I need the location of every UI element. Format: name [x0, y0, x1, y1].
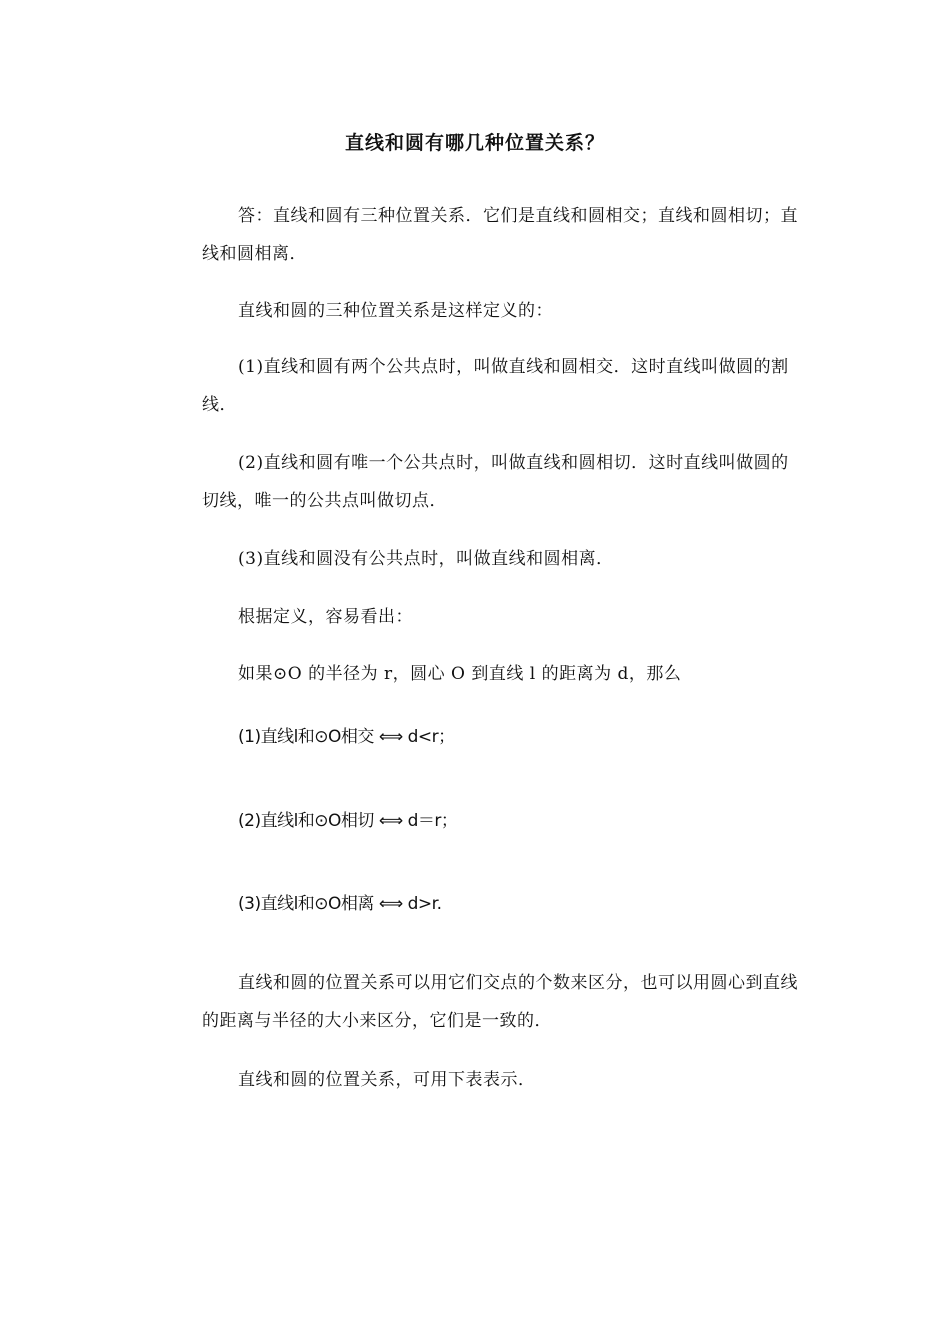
radius-distance-statement: 如果⊙O 的半径为 r，圆心 O 到直线 l 的距离为 d，那么 — [238, 664, 682, 684]
definition-tangent: (2)直线和圆有唯一个公共点时，叫做直线和圆相切．这时直线叫做圆的切线，唯一的公共点叫做切点． — [202, 453, 789, 511]
table-intro: 直线和圆的位置关系，可用下表表示． — [238, 1070, 536, 1090]
page-title: 直线和圆有哪几种位置关系？ — [344, 132, 605, 154]
summary-paragraph: 直线和圆的位置关系可以用它们交点的个数来区分，也可以用圆心到直线的距离与半径的大小来区分，它们是一致的． — [202, 973, 798, 1031]
definition-intersect: (1)直线和圆有两个公共点时，叫做直线和圆相交．这时直线叫做圆的割线． — [202, 357, 789, 415]
definition-intro: 直线和圆的三种位置关系是这样定义的： — [238, 301, 553, 321]
formula-tangent: (2)直线l和⊙O相切 ⟺ d＝r； — [238, 811, 458, 831]
conclusion-intro: 根据定义，容易看出： — [238, 607, 413, 627]
formula-separate: (3)直线l和⊙O相离 ⟺ d>r. — [238, 894, 442, 914]
answer-paragraph: 答：直线和圆有三种位置关系．它们是直线和圆相交；直线和圆相切；直线和圆相离． — [202, 206, 798, 264]
definition-separate: (3)直线和圆没有公共点时，叫做直线和圆相离． — [238, 549, 614, 569]
formula-intersect: (1)直线l和⊙O相交 ⟺ d<r； — [238, 727, 455, 747]
